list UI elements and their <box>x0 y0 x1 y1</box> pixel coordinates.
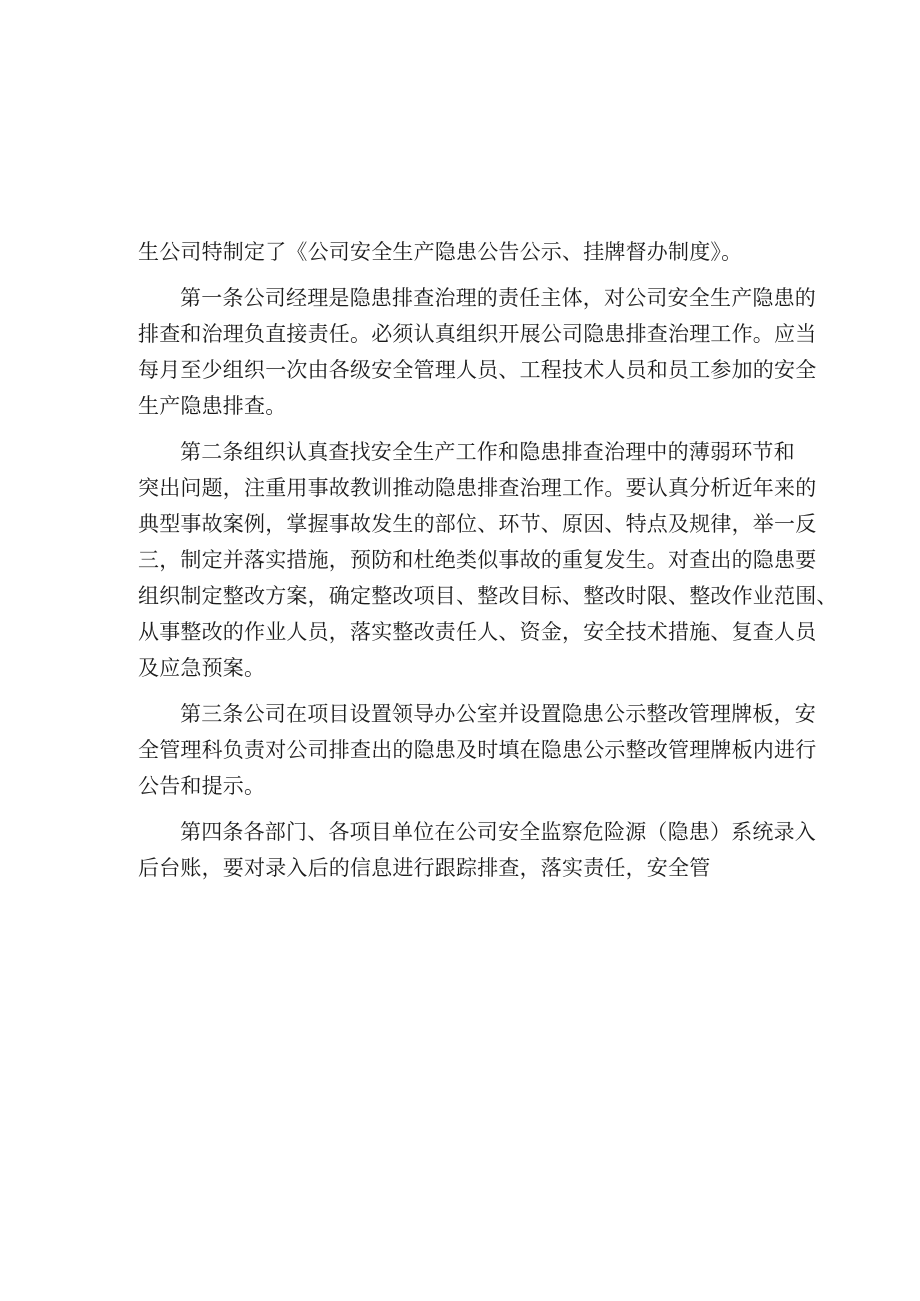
text-line: 第二条组织认真查找安全生产工作和隐患排查治理中的薄弱环节和 <box>180 440 795 464</box>
text-line: 三，制定并落实措施，预防和杜绝类似事故的重复发生。对查出的隐患要 <box>138 548 817 572</box>
text-line: 第三条公司在项目设置领导办公室并设置隐患公示整改管理牌板，安 <box>180 702 816 726</box>
text-line: 全管理科负责对公司排查出的隐患及时填在隐患公示整改管理牌板内进行 <box>138 738 817 762</box>
text-line: 后台账，要对录入后的信息进行跟踪排查，落实责任，安全管 <box>138 856 711 880</box>
text-line: 公告和提示。 <box>138 774 266 798</box>
text-line: 组织制定整改方案，确定整改项目、整改目标、整改时限、整改作业范围、 <box>138 584 838 608</box>
paragraph-article-3 <box>138 696 817 804</box>
text-line: 每月至少组织一次由各级安全管理人员、工程技术人员和员工参加的安全 <box>138 358 817 382</box>
text-line: 生公司特制定了《公司安全生产隐患公告公示、挂牌督办制度》。 <box>138 240 743 264</box>
paragraph-article-2 <box>138 434 838 686</box>
text-line: 排查和治理负直接责任。必须认真组织开展公司隐患排查治理工作。应当 <box>138 322 817 346</box>
text-line: 生产隐患排查。 <box>138 394 287 418</box>
text-line: 第一条公司经理是隐患排查治理的责任主体，对公司安全生产隐患的 <box>180 286 816 310</box>
body-text <box>138 234 838 886</box>
text-line: 及应急预案。 <box>138 656 266 680</box>
paragraph-preamble <box>138 234 786 270</box>
text-line: 从事整改的作业人员，落实整改责任人、资金，安全技术措施、复查人员 <box>138 620 817 644</box>
paragraph-article-1 <box>138 280 817 424</box>
text-line: 突出问题，注重用事故教训推动隐患排查治理工作。要认真分析近年来的 <box>138 476 817 500</box>
text-line: 典型事故案例，掌握事故发生的部位、环节、原因、特点及规律，举一反 <box>138 512 817 536</box>
paragraph-article-4 <box>138 814 816 886</box>
text-line: 第四条各部门、各项目单位在公司安全监察危险源（隐患）系统录入 <box>180 820 816 844</box>
